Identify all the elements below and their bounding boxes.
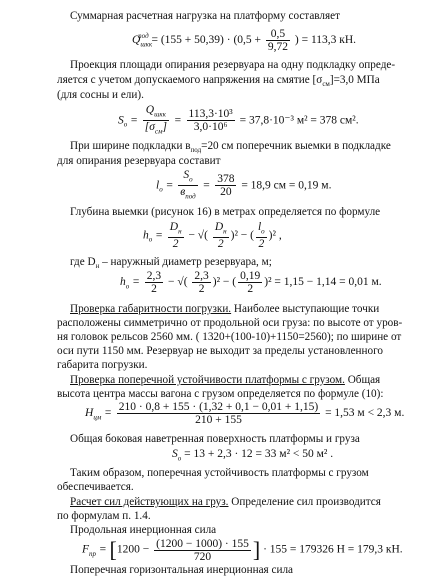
text-line: (для сосны и ели). bbox=[57, 89, 144, 101]
text-line: Проверка габаритности погрузки. Наиболее выступающие точки bbox=[70, 303, 380, 315]
text-line: Проекция площади опирания резервуара на одну подкладку опреде- bbox=[70, 59, 396, 71]
formula-center-of-mass: $H_{цм}$ = $\frac{210 \cdot 0,8 + 155 \cdot (1,32 + 0,1 - 0,01 + 1,15)}{210 + 155}$ = 1,53 м < 2,3 м. bbox=[85, 401, 405, 426]
text-line: ня головок рельсов 2560 мм. ( 1320+(100-10)+1150=2560); по ширине от bbox=[57, 331, 402, 343]
text-line: Глубина выемки (рисунок 16) в метрах определяется по формуле bbox=[70, 206, 381, 218]
text-line: Суммарная расчетная нагрузка на платформу составляет bbox=[70, 10, 341, 22]
text-line: Проверка поперечной устойчивости платформы с грузом. Общая bbox=[70, 374, 381, 386]
text-line: Общая боковая наветренная поверхность платформы и груза bbox=[70, 433, 360, 445]
formula-cutout-width: $l_о$ = $\frac{S_о}{в_{под}}$ = $\frac{378}{20}$ = 18,9 см = 0,19 м. bbox=[156, 169, 332, 201]
text-line: ляется с учетом допускаемого напряжения на смятие $[\sigma_{см}]=3,0$ МПа bbox=[57, 74, 380, 89]
text-line: по формулам п. 1.4. bbox=[57, 510, 151, 522]
text-line: где $D_н$ – наружный диаметр резервуара, м; bbox=[70, 256, 272, 271]
text-line: Таким образом, поперечная устойчивость платформы с грузом bbox=[70, 467, 369, 479]
text-line: Расчет сил действующих на груз. Определение сил производится bbox=[70, 496, 381, 508]
formula-total-load: $Q_{шкк}^{под} = (155 + 50,39) \cdot (0,5$ + $\frac{0,5}{9,72}$ ) = 113,3 кН. bbox=[132, 28, 357, 53]
formula-area: $S_о$ = $\frac{Q_{шкк}}{[\sigma_{см}]}$ = $\frac{\text{113,3·10³}}{\text{3,0·10⁶}}$ = 37,8·10⁻³ м² = 378 см². bbox=[118, 104, 359, 136]
text-line: расположены симметрично от продольной оси груза: по высоте от уров- bbox=[57, 317, 403, 329]
formula-side-surface: $S_о = 13 + 2,3 \cdot 12 = 33$ м² < 50 м² . bbox=[172, 448, 334, 463]
formula-depth: $h_о$ = $\frac{D_н}{2}$ − √( $\frac{D_н}{2}$ )² − ( $\frac{l_о}{2}$ )² , bbox=[143, 221, 282, 251]
text-line: для опирания резервуара составит bbox=[57, 155, 221, 167]
text-line: габарита погрузки. bbox=[57, 359, 148, 371]
text-line: Поперечная горизонтальная инерционная сила bbox=[70, 564, 294, 576]
text-line: Продольная инерционная сила bbox=[70, 524, 217, 536]
text-line: высота центра массы вагона с грузом определяется по формуле (10): bbox=[57, 388, 384, 400]
text-line: оси пути 1150 мм. Резервуар не выходит за пределы установленного bbox=[57, 345, 384, 357]
formula-depth-value: $h_о$ = $\frac{2,3}{2}$ − √( $\frac{2,3}{2}$ )² − ( $\frac{0,19}{2}$ )² = 1,15 − 1,14 = 0,01 м. bbox=[120, 270, 382, 295]
text-line: При ширине подкладки $в_{под}=20$ см поперечник выемки в подкладке bbox=[70, 140, 391, 155]
text-line: обеспечивается. bbox=[57, 481, 134, 493]
formula-longitudinal-force: $F_{пр} = [1200$ − $\frac{(1200 - 1000) \cdot 155}{720}$ ] · 155 = 179326 Н = 179,3 кН. bbox=[82, 537, 403, 563]
